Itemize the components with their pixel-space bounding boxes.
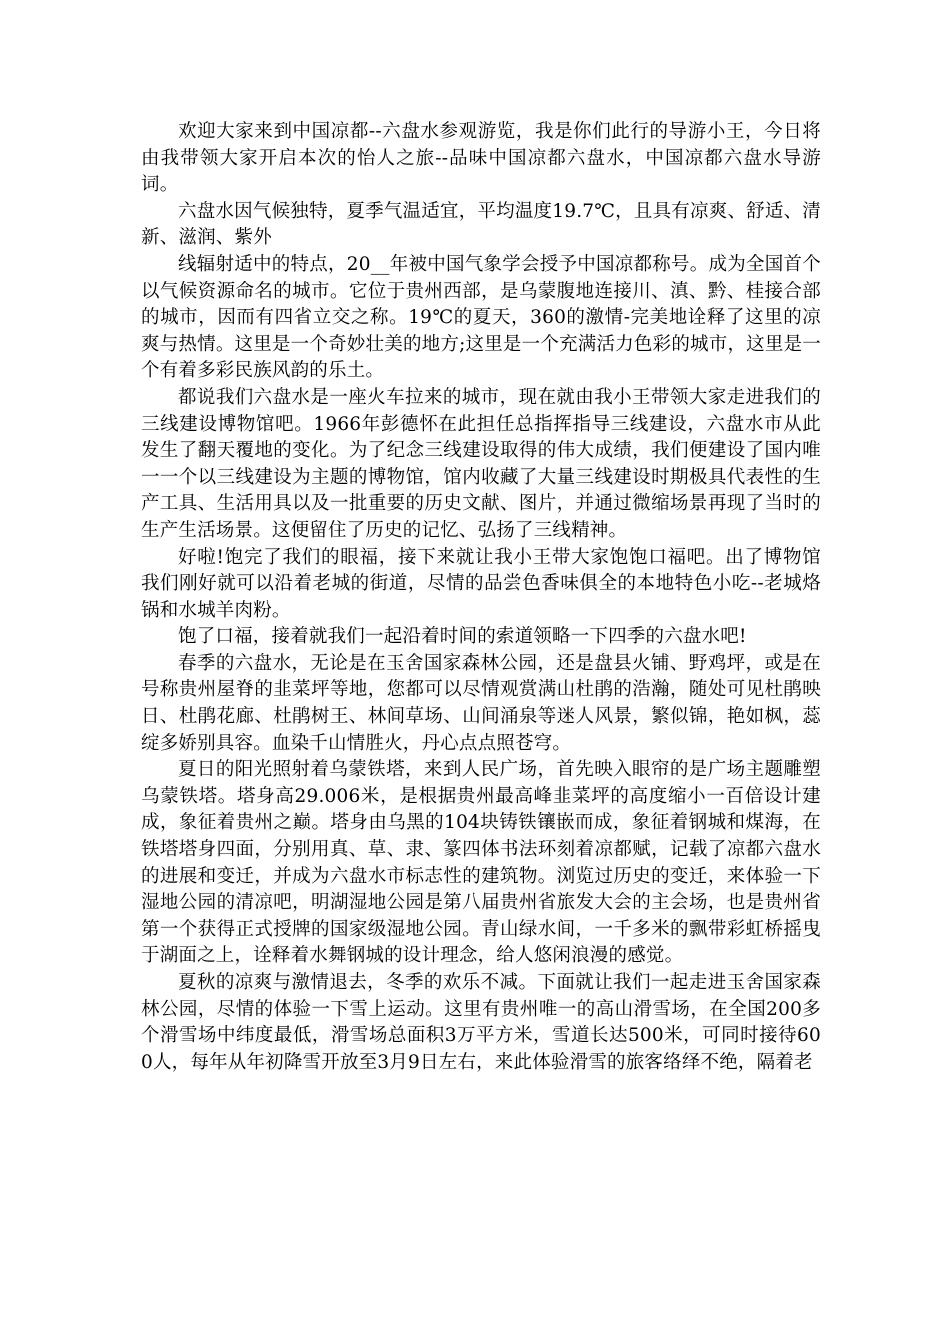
document-body	[141, 119, 821, 1076]
paragraph-summer: 夏日的阳光照射着乌蒙铁塔，来到人民广场，首先映入眼帘的是广场主题雕塑乌蒙铁塔。塔身高29.006米，是根据贵州最高峰韭菜坪的高度缩小一百倍设计建成，象征着贵州之巅。塔身由乌黑的104块铸铁镶嵌而成，象征着钢城和煤海，在铁塔塔身四面，分别用真、草、隶、篆四体书法环刻着凉都赋，记载了凉都六盘水的进展和变迁，并成为六盘水市标志性的建筑物。浏览过历史的变迁，来体验一下湿地公园的清凉吧，明湖湿地公园是第八届贵州省旅发大会的主会场，也是贵州省第一个获得正式授牌的国家级湿地公园。青山绿水间，一千多米的飘带彩虹桥摇曳于湖面之上，诠释着水舞钢城的设计理念，给人悠闲浪漫的感觉。	[141, 759, 821, 967]
paragraph-museum: 都说我们六盘水是一座火车拉来的城市，现在就由我小王带领大家走进我们的三线建设博物馆吧。1966年彭德怀在此担任总指挥指导三线建设，六盘水市从此发生了翻天覆地的变化。为了纪念三线建设取得的伟大成绩，我们便建设了国内唯一一个以三线建设为主题的博物馆，馆内收藏了大量三线建设时期极具代表性的生产工具、生活用具以及一批重要的历史文献、图片，并通过微缩场景再现了当时的生产生活场景。这便留住了历史的记忆、弘扬了三线精神。	[141, 386, 821, 541]
paragraph-winter: 夏秋的凉爽与激情退去，冬季的欢乐不减。下面就让我们一起走进玉舍国家森林公园，尽情的体验一下雪上运动。这里有贵州唯一的高山滑雪场，在全国200多个滑雪场中纬度最低，滑雪场总面积3万平方米，雪道长达500米，可同时接待600人，每年从年初降雪开放至3月9日左右，来此体验滑雪的旅客络绎不绝，隔着老	[141, 972, 821, 1073]
paragraph-welcome: 欢迎大家来到中国凉都--六盘水参观游览，我是你们此行的导游小王，今日将由我带领大家开启本次的怡人之旅--品味中国凉都六盘水，中国凉都六盘水导游词。	[141, 121, 821, 196]
paragraph-food: 好啦!饱完了我们的眼福，接下来就让我小王带大家饱饱口福吧。出了博物馆我们刚好就可以沿着老城的街道，尽情的品尝色香味俱全的本地特色小吃--老城烙锅和水城羊肉粉。	[141, 546, 821, 621]
paragraph-four-seasons: 饱了口福，接着就我们一起沿着时间的索道领略一下四季的六盘水吧!	[178, 626, 747, 648]
paragraph-cool-capital: 线辐射适中的特点，20__年被中国气象学会授予中国凉都称号。成为全国首个以气候资源命名的城市。它位于贵州西部，是乌蒙腹地连接川、滇、黔、桂接合部的城市，因而有四省立交之称。19℃的夏天，360的激情-完美地诠释了这里的凉爽与热情。这里是一个奇妙壮美的地方;这里是一个充满活力色彩的城市，这里是一个有着多彩民族风韵的乐土。	[141, 253, 821, 382]
paragraph-climate: 六盘水因气候独特，夏季气温适宜，平均温度19.7℃，且具有凉爽、舒适、清新、滋润、紫外	[141, 200, 821, 249]
paragraph-spring: 春季的六盘水，无论是在玉舍国家森林公园，还是盘县火铺、野鸡坪，或是在号称贵州屋脊的韭菜坪等地，您都可以尽情观赏满山杜鹃的浩瀚，随处可见杜鹃映日、杜鹃花廊、杜鹃树王、林间草场、山间涌泉等迷人风景，繁似锦，艳如枫，蕊绽多娇别具容。血染千山情胜火，丹心点点照苍穹。	[141, 652, 821, 754]
